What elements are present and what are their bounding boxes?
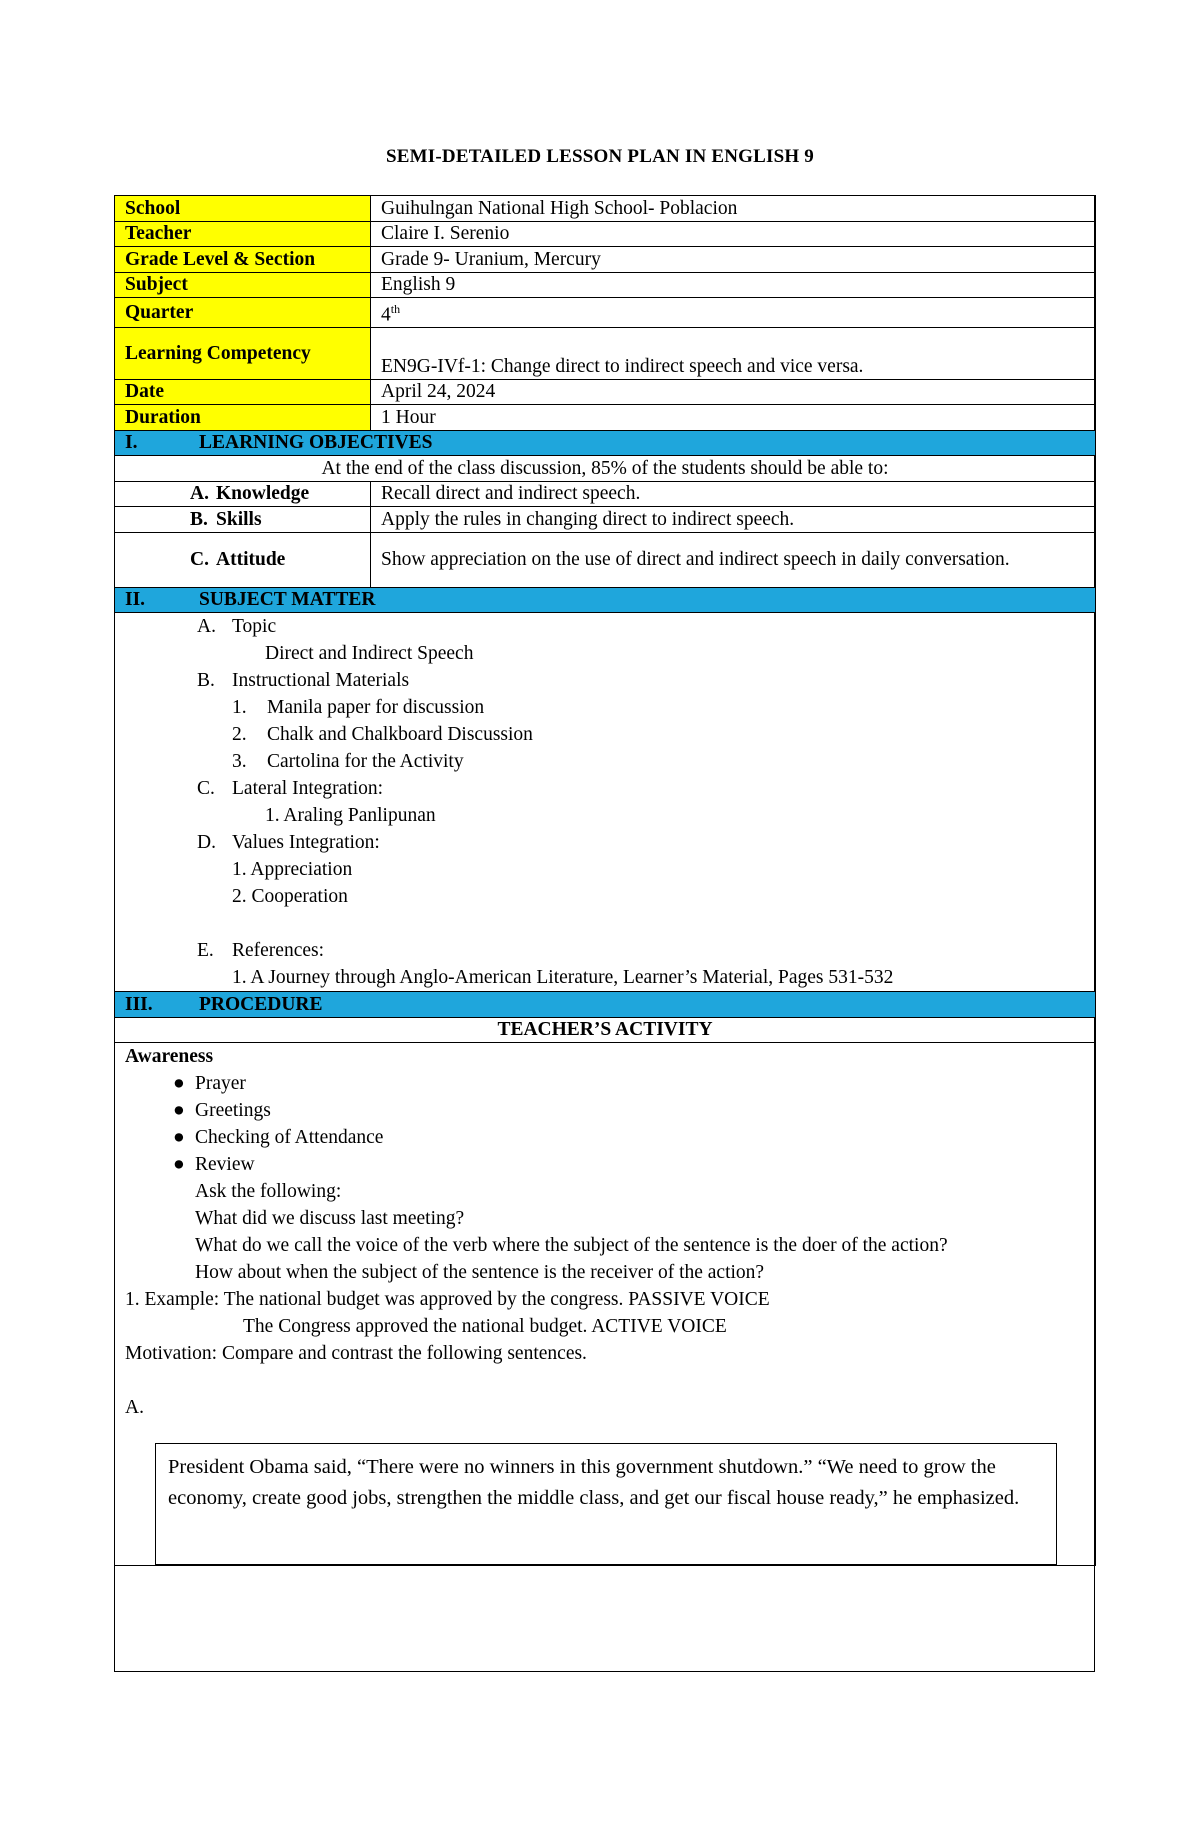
- item-label: A.: [125, 1397, 144, 1418]
- item-number: 1.: [232, 697, 247, 718]
- quarter-number: 4: [381, 304, 391, 326]
- bullet-icon: ●: [173, 1154, 185, 1175]
- procedure-body-row: [115, 1043, 1096, 1566]
- section-number: I.: [125, 432, 138, 454]
- material-text: Chalk and Chalkboard Discussion: [267, 724, 533, 745]
- item-label: Topic: [232, 616, 277, 637]
- example-text: The Congress approved the national budget. ACTIVE VOICE: [243, 1316, 727, 1337]
- objective-row-knowledge: [115, 481, 1096, 507]
- list-item: [115, 937, 1095, 964]
- spacer: [125, 1367, 1085, 1394]
- procedure-body: [115, 1043, 1096, 1566]
- objective-text: Apply the rules in changing direct to indirect speech.: [371, 507, 1096, 533]
- grade-label: Grade Level & Section: [115, 247, 371, 273]
- info-row-competency: [115, 327, 1096, 379]
- objective-text: Show appreciation on the use of direct and indirect speech in daily conversation.: [371, 532, 1096, 587]
- bullet-text: Prayer: [195, 1073, 246, 1094]
- item-number: 3.: [232, 751, 247, 772]
- grade-value: Grade 9- Uranium, Mercury: [371, 247, 1096, 273]
- item-label: References:: [232, 940, 325, 961]
- school-value: Guihulngan National High School- Poblacion: [371, 196, 1096, 222]
- bullet-text: Greetings: [195, 1100, 271, 1121]
- spacer: [115, 910, 1095, 937]
- bullet-text: Checking of Attendance: [195, 1127, 384, 1148]
- competency-label: Learning Competency: [115, 327, 371, 379]
- lesson-plan-table: [114, 195, 1096, 1566]
- item-letter: D.: [197, 832, 216, 853]
- section-header-procedure: [115, 992, 1096, 1018]
- example-text: 1. Example: The national budget was approved by the congress. PASSIVE VOICE: [125, 1289, 770, 1310]
- date-value: April 24, 2024: [371, 379, 1096, 405]
- objectives-intro-row: [115, 456, 1096, 482]
- subject-value: English 9: [371, 272, 1096, 298]
- list-item: [115, 694, 1095, 721]
- section-number: II.: [125, 589, 146, 611]
- bullet-icon: ●: [173, 1073, 185, 1094]
- duration-label: Duration: [115, 405, 371, 431]
- list-item: [115, 748, 1095, 775]
- competency-value: EN9G-IVf-1: Change direct to indirect speech and vice versa.: [371, 327, 1096, 379]
- material-text: Manila paper for discussion: [267, 697, 485, 718]
- bullet-icon: ●: [173, 1100, 185, 1121]
- subject-matter-row: [115, 613, 1096, 992]
- objective-row-attitude: [115, 532, 1096, 587]
- section-title: SUBJECT MATTER: [199, 589, 376, 611]
- section-number: III.: [125, 993, 153, 1015]
- teacher-activity-heading: TEACHER’S ACTIVITY: [115, 1017, 1096, 1043]
- question-text: How about when the subject of the sentence is the receiver of the action?: [195, 1262, 765, 1283]
- quarter-value: [371, 298, 1096, 328]
- info-row-duration: [115, 405, 1096, 431]
- values-item: 2. Cooperation: [232, 886, 348, 907]
- lateral-item: 1. Araling Panlipunan: [265, 805, 436, 826]
- topic-text: Direct and Indirect Speech: [265, 643, 474, 664]
- item-label: Instructional Materials: [232, 670, 410, 691]
- objective-label: Attitude: [216, 549, 286, 570]
- page-title: SEMI-DETAILED LESSON PLAN IN ENGLISH 9: [386, 146, 814, 167]
- item-number: 2.: [232, 724, 247, 745]
- objective-text: Recall direct and indirect speech.: [371, 481, 1096, 507]
- list-item: [125, 1097, 1085, 1124]
- bullet-text: Review: [195, 1154, 255, 1175]
- quarter-suffix: th: [390, 302, 401, 316]
- list-item: [115, 667, 1095, 694]
- teacher-activity-row: [115, 1017, 1096, 1043]
- info-row-date: [115, 379, 1096, 405]
- material-text: Cartolina for the Activity: [267, 751, 464, 772]
- info-row-grade: [115, 247, 1096, 273]
- info-row-school: [115, 196, 1096, 222]
- objective-label: Knowledge: [216, 483, 310, 505]
- item-letter: E.: [197, 940, 214, 961]
- school-label: School: [115, 196, 371, 222]
- list-item: [115, 829, 1095, 856]
- duration-value: 1 Hour: [371, 405, 1096, 431]
- item-letter: A.: [197, 616, 216, 637]
- item-letter: B.: [197, 670, 215, 691]
- list-item: [115, 721, 1095, 748]
- item-label: Lateral Integration:: [232, 778, 384, 799]
- quarter-label: Quarter: [115, 298, 371, 328]
- objective-letter: C.: [190, 549, 209, 570]
- item-letter: C.: [197, 778, 215, 799]
- section-header-objectives: [115, 430, 1096, 456]
- list-item: [125, 1070, 1085, 1097]
- question-text: What did we discuss last meeting?: [195, 1208, 465, 1229]
- info-row-teacher: [115, 221, 1096, 247]
- quote-box: President Obama said, “There were no winners in this government shutdown.” “We need to grow the economy, create good jobs, strengthen the middle class, and get our fiscal house ready,” he emphasized.: [155, 1443, 1057, 1565]
- motivation-text: Motivation: Compare and contrast the following sentences.: [125, 1343, 587, 1364]
- section-title: PROCEDURE: [199, 993, 323, 1015]
- reference-item: 1. A Journey through Anglo-American Literature, Learner’s Material, Pages 531-532: [232, 967, 894, 988]
- objective-letter: B.: [190, 508, 208, 530]
- bullet-icon: ●: [173, 1127, 185, 1148]
- objective-label: Skills: [216, 508, 262, 530]
- section-header-subject-matter: [115, 587, 1096, 613]
- ask-text: Ask the following:: [195, 1181, 342, 1202]
- values-item: 1. Appreciation: [232, 859, 353, 880]
- question-text: What do we call the voice of the verb where the subject of the sentence is the doer of the action?: [195, 1235, 948, 1256]
- list-item: [115, 775, 1095, 802]
- awareness-heading: Awareness: [125, 1046, 214, 1067]
- objective-letter: A.: [190, 483, 209, 505]
- teacher-value: Claire I. Serenio: [371, 221, 1096, 247]
- subject-matter-body: [115, 613, 1096, 992]
- objective-row-skills: [115, 507, 1096, 533]
- list-item: [125, 1151, 1085, 1178]
- teacher-label: Teacher: [115, 221, 371, 247]
- info-row-subject: [115, 272, 1096, 298]
- objectives-intro: At the end of the class discussion, 85% of the students should be able to:: [115, 456, 1096, 482]
- item-label: Values Integration:: [232, 832, 380, 853]
- list-item: [115, 613, 1095, 640]
- info-row-quarter: [115, 298, 1096, 328]
- section-title: LEARNING OBJECTIVES: [199, 432, 433, 454]
- date-label: Date: [115, 379, 371, 405]
- list-item: [125, 1124, 1085, 1151]
- subject-label: Subject: [115, 272, 371, 298]
